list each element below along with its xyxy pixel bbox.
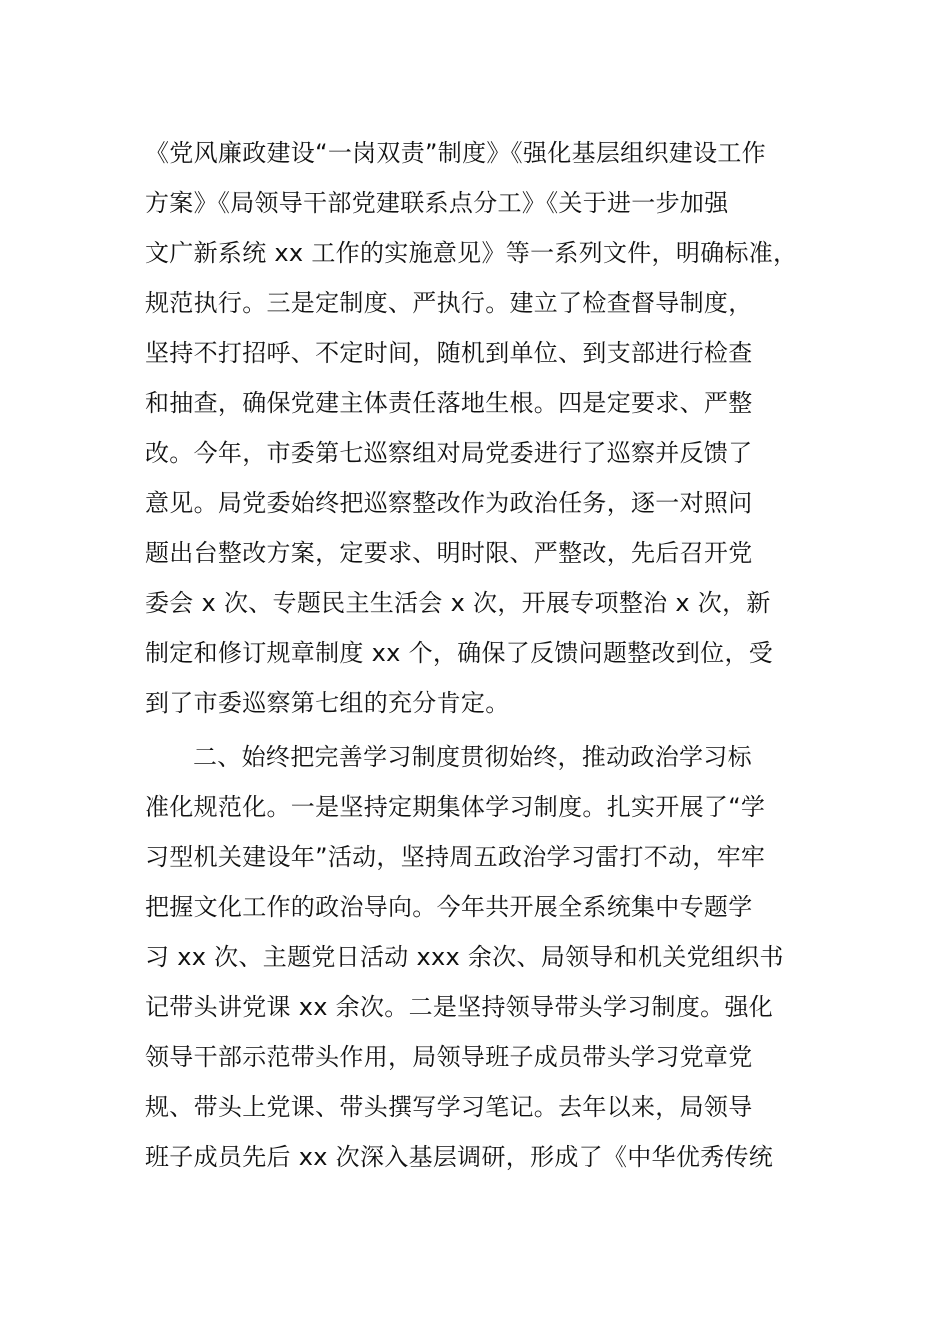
text-line: 把握文化工作的政治导向。今年共开展全系统集中专题学 [145,893,753,921]
text-line: 班子成员先后 xx 次深入基层调研，形成了《中华优秀传统 [145,1143,774,1171]
text-line-indented: 二、始终把完善学习制度贯彻始终，推动政治学习标 [193,743,752,771]
text-line: 方案》《局领导干部党建联系点分工》《关于进一步加强 [145,189,729,217]
text-line: 坚持不打招呼、不定时间，随机到单位、到支部进行检查 [145,339,753,367]
paragraph-2 [145,732,835,1182]
text-line: 准化规范化。一是坚持定期集体学习制度。扎实开展了“学 [145,793,766,821]
text-line: 委会 x 次、专题民主生活会 x 次，开展专项整治 x 次，新 [145,589,771,617]
text-line: 到了市委巡察第七组的充分肯定。 [145,689,510,717]
text-line: 习型机关建设年”活动，坚持周五政治学习雷打不动，牢牢 [145,843,766,871]
text-line: 题出台整改方案，定要求、明时限、严整改，先后召开党 [145,539,753,567]
text-line: 记带头讲党课 xx 余次。二是坚持领导带头学习制度。强化 [145,993,774,1021]
text-line: 改。今年，市委第七巡察组对局党委进行了巡察并反馈了 [145,439,753,467]
text-line: 规、带头上党课、带头撰写学习笔记。去年以来，局领导 [145,1093,753,1121]
text-line: 规范执行。三是定制度、严执行。建立了检查督导制度， [145,289,753,317]
text-line: 文广新系统 xx 工作的实施意见》等一系列文件，明确标准， [145,239,798,267]
text-line: 制定和修订规章制度 xx 个，确保了反馈问题整改到位，受 [145,639,774,667]
text-line: 领导干部示范带头作用，局领导班子成员带头学习党章党 [145,1043,753,1071]
text-line: 《党风廉政建设“一岗双责”制度》《强化基层组织建设工作 [145,139,766,167]
text-line: 和抽查，确保党建主体责任落地生根。四是定要求、严整 [145,389,753,417]
text-line: 习 xx 次、主题党日活动 xxx 余次、局领导和机关党组织书 [145,943,784,971]
text-line: 意见。局党委始终把巡察整改作为政治任务，逐一对照问 [145,489,753,517]
paragraph-1 [145,128,835,728]
